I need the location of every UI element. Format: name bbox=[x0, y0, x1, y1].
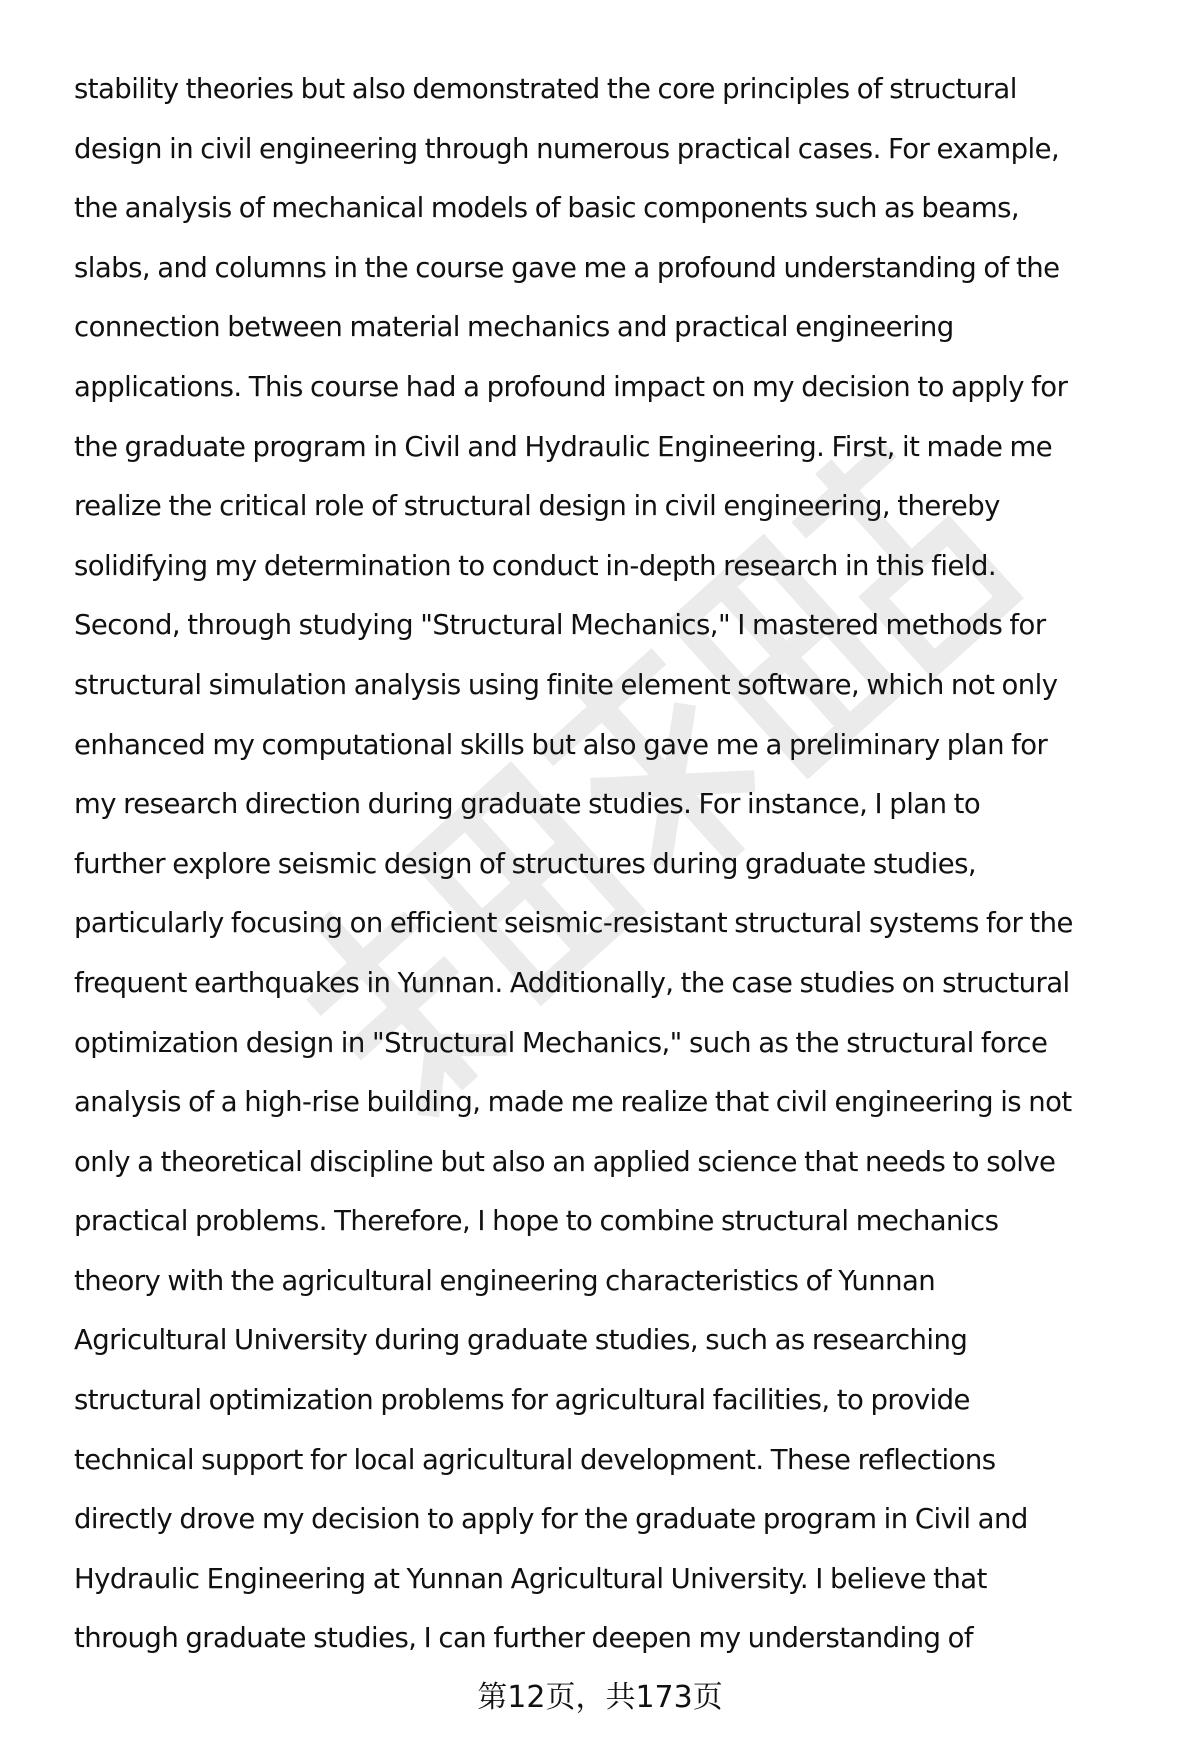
text-line: theory with the agricultural engineering characteristics of Yunnan bbox=[74, 1264, 936, 1297]
text-line: enhanced my computational skills but also gave me a preliminary plan for bbox=[74, 728, 1048, 761]
text-line: directly drove my decision to apply for the graduate program in Civil and bbox=[74, 1503, 1028, 1536]
text-line: structural simulation analysis using finite element software, which not only bbox=[74, 668, 1058, 701]
text-line: applications. This course had a profound impact on my decision to apply for bbox=[74, 370, 1068, 403]
text-line: Hydraulic Engineering at Yunnan Agricultural University. I believe that bbox=[74, 1562, 987, 1595]
text-line: my research direction during graduate studies. For instance, I plan to bbox=[74, 788, 981, 821]
body-text bbox=[74, 60, 1164, 1669]
text-line: through graduate studies, I can further deepen my understanding of bbox=[74, 1622, 974, 1655]
text-line: optimization design in "Structural Mechanics," such as the structural force bbox=[74, 1026, 1048, 1059]
text-line: the graduate program in Civil and Hydraulic Engineering. First, it made me bbox=[74, 430, 1053, 463]
text-line: only a theoretical discipline but also an applied science that needs to solve bbox=[74, 1145, 1056, 1178]
text-line: frequent earthquakes in Yunnan. Additionally, the case studies on structural bbox=[74, 966, 1070, 999]
text-line: solidifying my determination to conduct in-depth research in this field. bbox=[74, 549, 997, 582]
text-line: Agricultural University during graduate studies, such as researching bbox=[74, 1324, 968, 1357]
text-line: structural optimization problems for agricultural facilities, to provide bbox=[74, 1384, 970, 1417]
text-line: the analysis of mechanical models of basic components such as beams, bbox=[74, 192, 1020, 225]
text-line: further explore seismic design of structures during graduate studies, bbox=[74, 847, 977, 880]
text-line: Second, through studying "Structural Mechanics," I mastered methods for bbox=[74, 609, 1046, 642]
text-line: technical support for local agricultural development. These reflections bbox=[74, 1443, 996, 1476]
text-line: slabs, and columns in the course gave me a profound understanding of the bbox=[74, 251, 1060, 284]
text-line: connection between material mechanics and practical engineering bbox=[74, 311, 954, 344]
text-line: particularly focusing on efficient seismic-resistant structural systems for the bbox=[74, 907, 1073, 940]
text-line: stability theories but also demonstrated the core principles of structural bbox=[74, 73, 1017, 105]
text-line: practical problems. Therefore, I hope to combine structural mechanics bbox=[74, 1205, 999, 1238]
text-line: design in civil engineering through numerous practical cases. For example, bbox=[74, 132, 1060, 165]
page-number-footer: 第12页，共173页 bbox=[477, 1680, 723, 1715]
text-line: analysis of a high-rise building, made me realize that civil engineering is not bbox=[74, 1086, 1072, 1119]
text-line: realize the critical role of structural design in civil engineering, thereby bbox=[74, 490, 1000, 523]
